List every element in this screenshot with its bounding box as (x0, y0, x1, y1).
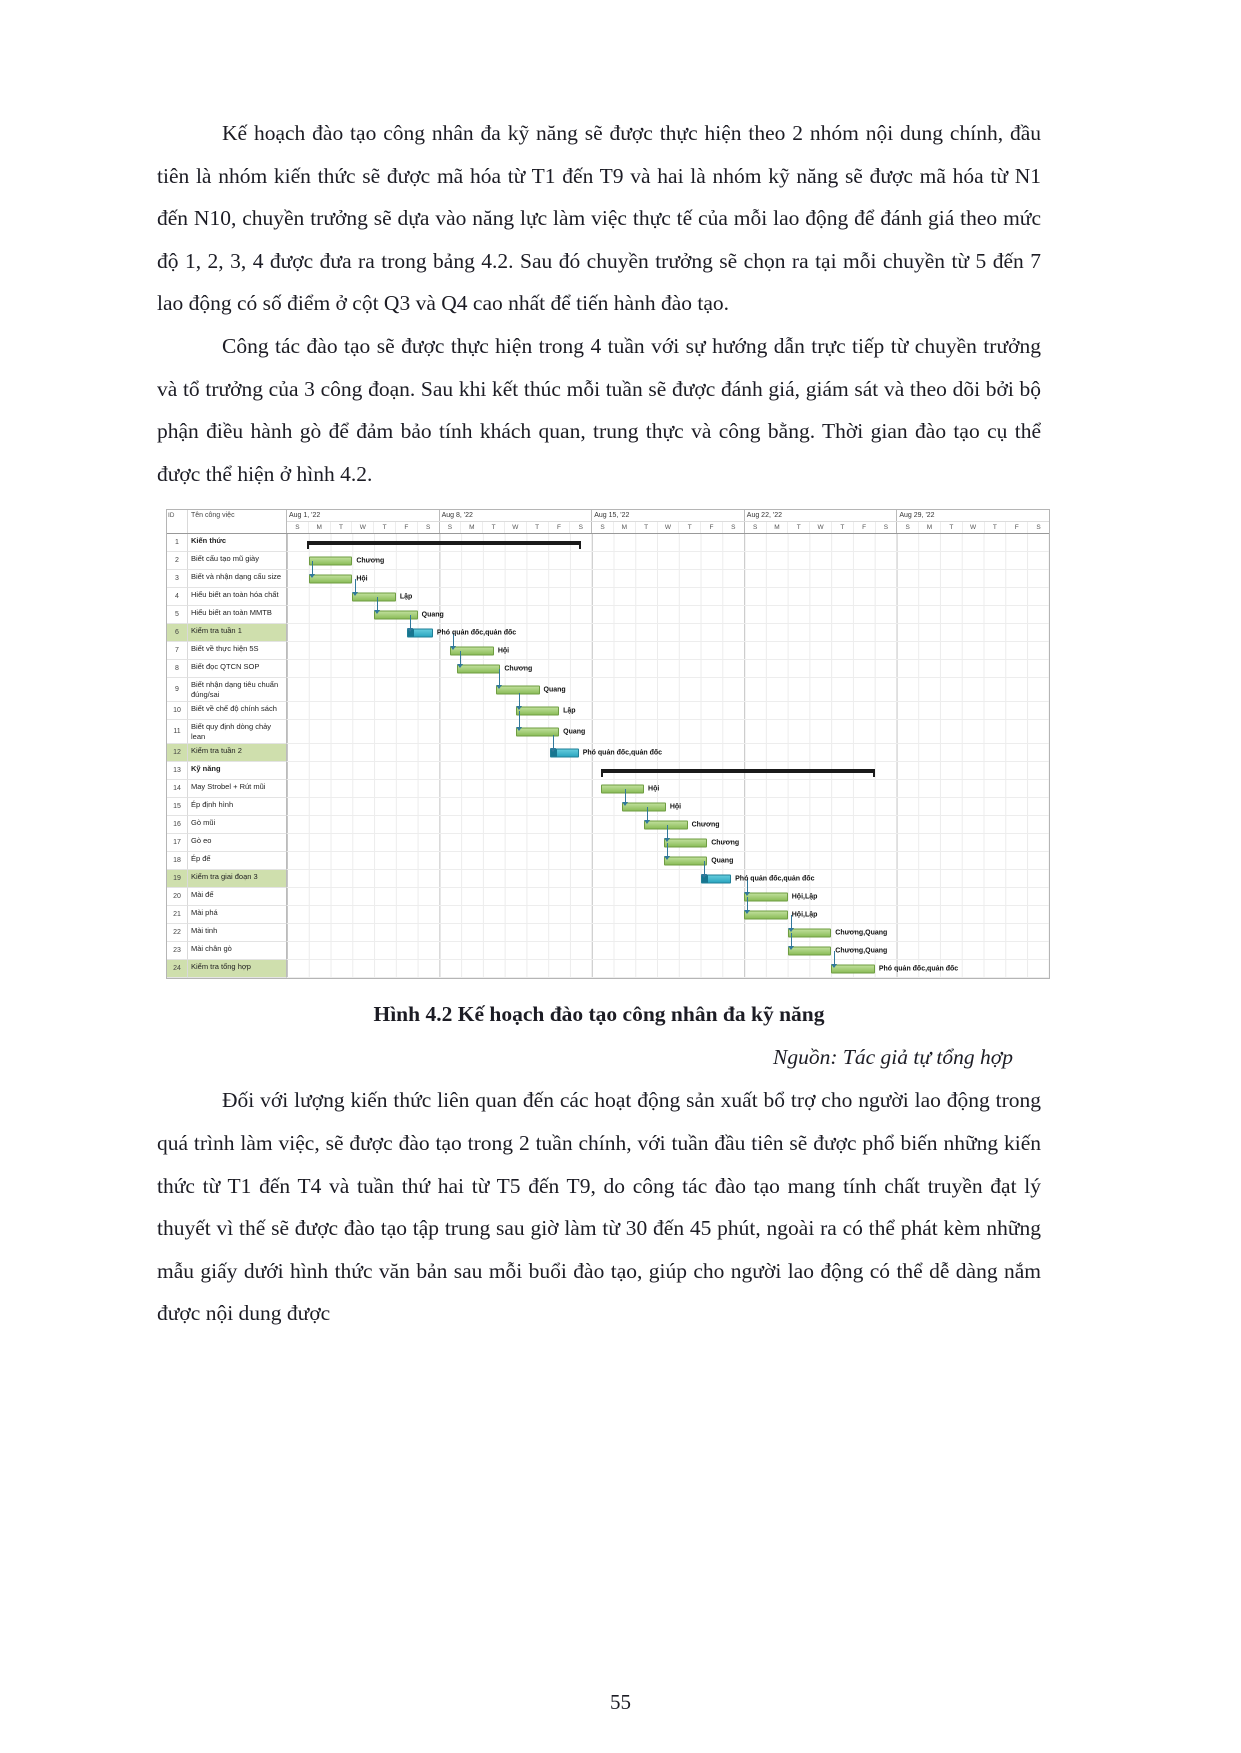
bar-resource-label: Hội (497, 647, 510, 655)
task-name-cell: Biết về chế độ chính sách (188, 702, 287, 720)
timeline-cell (287, 720, 1049, 744)
id-column-header: ID (167, 510, 188, 533)
task-id-cell: 16 (167, 816, 188, 834)
bar-resource-label: Chương (691, 821, 720, 829)
day-letter: S (1027, 522, 1049, 533)
timeline-cell (287, 624, 1049, 642)
day-letter: T (373, 522, 395, 533)
task-id-cell: 9 (167, 678, 188, 702)
week-label-row (287, 510, 1049, 521)
dependency-arrow (747, 897, 748, 910)
task-id-cell: 23 (167, 942, 188, 960)
task-name-cell: Gò eo (188, 834, 287, 852)
task-name-cell: Mài phá (188, 906, 287, 924)
gantt-row (167, 942, 1049, 960)
week-label: Aug 1, '22 (289, 512, 321, 520)
dependency-arrow (647, 807, 648, 820)
bar-resource-label: Hội (669, 803, 682, 811)
timeline-cell (287, 798, 1049, 816)
task-bar (744, 910, 788, 919)
task-id-cell: 8 (167, 660, 188, 678)
day-letter: T (831, 522, 853, 533)
gantt-table-header (167, 510, 287, 533)
task-id-cell: 2 (167, 552, 188, 570)
gantt-header (167, 510, 1049, 534)
task-name-cell: Gò mũi (188, 816, 287, 834)
task-name-cell: May Strobel + Rút mũi (188, 780, 287, 798)
timeline-cell (287, 888, 1049, 906)
day-letter: S (417, 522, 439, 533)
gantt-row (167, 744, 1049, 762)
task-name-cell: Mài đế (188, 888, 287, 906)
dependency-arrow (519, 693, 520, 706)
day-letter: F (853, 522, 875, 533)
day-letter: S (295, 524, 300, 532)
gantt-row (167, 570, 1049, 588)
day-letter: W (657, 522, 679, 533)
gantt-row (167, 642, 1049, 660)
task-name-cell: Hiểu biết an toàn MMTB (188, 606, 287, 624)
day-letter: M (918, 522, 940, 533)
task-id-cell: 12 (167, 744, 188, 762)
day-letter: S (569, 522, 591, 533)
task-name-cell: Hiểu biết an toàn hóa chất (188, 588, 287, 606)
timeline-cell (287, 870, 1049, 888)
paragraph-2: Công tác đào tạo sẽ được thực hiện trong 4 tuần với sự hướng dẫn trực tiếp từ chuyền trưởng và tổ trưởng của 3 công đoạn. Sau khi kết thúc mỗi tuần sẽ được đánh giá, giám sát và theo dõi bởi bộ phận điều hành gò để đảm bảo tính khách quan, trung thực và công bằng. Thời gian đào tạo cụ thể được thể hiện ở hình 4.2. (157, 333, 1041, 486)
dependency-arrow (460, 651, 461, 664)
day-letter: M (613, 522, 635, 533)
timeline-cell (287, 834, 1049, 852)
gantt-row (167, 906, 1049, 924)
gantt-row (167, 924, 1049, 942)
bar-resource-label: Chương,Quang (835, 947, 888, 955)
task-bar (744, 892, 788, 901)
task-id-cell: 5 (167, 606, 188, 624)
task-id-cell: 7 (167, 642, 188, 660)
bar-resource-label: Quang (421, 611, 444, 619)
timeline-cell (287, 702, 1049, 720)
gantt-row (167, 888, 1049, 906)
task-id-cell: 1 (167, 534, 188, 552)
figure-source: Nguồn: Tác giả tự tổng hợp (773, 1045, 1013, 1070)
task-id-cell: 3 (167, 570, 188, 588)
task-bar (450, 646, 494, 655)
day-letter: T (635, 522, 657, 533)
task-bar (664, 838, 708, 847)
dependency-arrow (667, 843, 668, 856)
gantt-row (167, 816, 1049, 834)
bar-resource-label: Lập (563, 707, 576, 715)
task-name-cell: Kiểm tra tuần 1 (188, 624, 287, 642)
task-id-cell: 24 (167, 960, 188, 978)
gantt-row (167, 678, 1049, 702)
bar-resource-label: Hội (356, 575, 368, 583)
paragraph-1: Kế hoạch đào tạo công nhân đa kỹ năng sẽ được thực hiện theo 2 nhóm nội dung chính, đầu tiên là nhóm kiến thức sẽ được mã hóa từ T1 đến T9 và hai là nhóm kỹ năng sẽ được mã hóa từ N1 đến N10, chuyền trưởng sẽ dựa vào năng lực làm việc thực tế của mỗi lao động để đánh giá theo mức độ 1, 2, 3, 4 được đưa ra trong bảng 4.2. Sau đó chuyền trưởng sẽ chọn ra tại mỗi chuyền từ 5 đến 7 lao động có số điểm ở cột Q3 và Q4 cao nhất để tiến hành đào tạo. (157, 121, 1041, 316)
task-id-cell: 4 (167, 588, 188, 606)
task-id-cell: 21 (167, 906, 188, 924)
gantt-row (167, 624, 1049, 642)
day-letter: S (439, 522, 461, 533)
day-letter: T (482, 522, 504, 533)
task-id-cell: 11 (167, 720, 188, 744)
day-letter: F (1005, 522, 1027, 533)
day-letter: T (330, 522, 352, 533)
task-name-cell: Kiểm tra tổng hợp (188, 960, 287, 978)
week-label: Aug 8, '22 (439, 510, 592, 521)
gantt-row (167, 798, 1049, 816)
gantt-row (167, 702, 1049, 720)
day-letter: T (940, 522, 962, 533)
timeline-cell (287, 744, 1049, 762)
paragraph-3: Đối với lượng kiến thức liên quan đến các hoạt động sản xuất bổ trợ cho người lao động trong quá trình làm việc, sẽ được đào tạo trong 2 tuần chính, với tuần đầu tiên sẽ được phổ biến những kiến thức từ T1 đến T4 và tuần thứ hai từ T5 đến T9, do công tác đào tạo mang tính chất truyền đạt lý thuyết vì thế sẽ được đào tạo tập trung sau giờ làm từ 30 đến 45 phút, ngoài ra có thể phát kèm những mẫu giấy dưới hình thức văn bản sau mỗi buổi đào tạo, giúp cho người lao động có thể dễ dàng nắm được nội dung được (157, 1088, 1041, 1326)
bar-resource-label: Phó quản đốc,quản đốc (735, 875, 815, 883)
timeline-cell (287, 588, 1049, 606)
dependency-arrow (377, 597, 378, 610)
bar-resource-label: Lập (399, 593, 413, 601)
day-letter: S (591, 522, 613, 533)
task-name-cell: Kiến thức (188, 534, 287, 552)
task-id-cell: 6 (167, 624, 188, 642)
day-letter: F (548, 522, 570, 533)
gantt-chart (166, 509, 1050, 979)
task-name-cell: Mài tinh (188, 924, 287, 942)
task-name-cell: Biết quy định dòng chảy lean (188, 720, 287, 744)
bar-resource-label: Chương (504, 665, 533, 673)
timeline-cell (287, 780, 1049, 798)
timeline-cell (287, 552, 1049, 570)
task-bar (309, 556, 353, 565)
task-bar (457, 664, 501, 673)
gantt-row (167, 534, 1049, 552)
bar-resource-label: Hội,Lập (791, 893, 818, 901)
day-letter: T (984, 522, 1006, 533)
task-bar (831, 964, 875, 973)
task-name-cell: Ép đế (188, 852, 287, 870)
day-letter: T (678, 522, 700, 533)
task-column-header: Tên công việc (191, 512, 235, 520)
day-letter: S (875, 522, 897, 533)
day-letter: M (308, 522, 330, 533)
task-bar (788, 928, 832, 937)
task-name-cell: Biết và nhận dạng cấu size (188, 570, 287, 588)
gantt-row (167, 660, 1049, 678)
bar-resource-label: Phó quản đốc,quản đốc (878, 965, 959, 973)
gantt-row (167, 552, 1049, 570)
task-id-cell: 15 (167, 798, 188, 816)
timeline-cell (287, 816, 1049, 834)
gantt-rows (167, 534, 1049, 978)
summary-bar (601, 769, 875, 773)
gantt-row (167, 960, 1049, 978)
task-bar (664, 856, 708, 865)
day-letter: S (896, 522, 918, 533)
bar-resource-label: Quang (543, 686, 566, 694)
task-id-cell: 10 (167, 702, 188, 720)
task-name-cell: Biết cấu tạo mũ giày (188, 552, 287, 570)
dependency-arrow (704, 861, 705, 874)
dependency-arrow (312, 561, 313, 574)
figure-caption: Hình 4.2 Kế hoạch đào tạo công nhân đa kỹ năng (373, 1002, 825, 1027)
bar-resource-label: Hội,Lập (791, 911, 818, 919)
gantt-row (167, 588, 1049, 606)
dependency-arrow (667, 825, 668, 838)
dependency-arrow (519, 711, 520, 727)
timeline-header (287, 510, 1049, 533)
day-letter-row (287, 521, 1049, 533)
gantt-row (167, 852, 1049, 870)
dependency-arrow (553, 735, 554, 748)
day-letter: M (460, 522, 482, 533)
task-id-cell: 20 (167, 888, 188, 906)
bar-resource-label: Hội (648, 785, 660, 793)
timeline-cell (287, 942, 1049, 960)
day-letter: S (744, 522, 766, 533)
week-label: Aug 22, '22 (744, 510, 897, 521)
task-id-cell: 22 (167, 924, 188, 942)
dependency-arrow (499, 669, 500, 685)
summary-bar (307, 541, 581, 545)
timeline-cell (287, 762, 1049, 780)
timeline-cell (287, 570, 1049, 588)
dependency-arrow (791, 933, 792, 946)
gantt-row (167, 780, 1049, 798)
page-number: 55 (610, 1690, 631, 1714)
day-letter: M (766, 522, 788, 533)
bar-resource-label: Phó quản đốc,quản đốc (582, 749, 663, 757)
week-label: Aug 15, '22 (591, 510, 744, 521)
gantt-row (167, 606, 1049, 624)
day-letter: W (504, 522, 526, 533)
day-letter: W (351, 522, 373, 533)
task-name-cell: Ép định hình (188, 798, 287, 816)
task-bar (622, 802, 666, 811)
gantt-row (167, 720, 1049, 744)
task-id-cell: 17 (167, 834, 188, 852)
bar-resource-label: Quang (711, 857, 734, 865)
timeline-cell (287, 852, 1049, 870)
timeline-cell (287, 924, 1049, 942)
timeline-cell (287, 906, 1049, 924)
page-content (157, 112, 1041, 1335)
bar-resource-label: Chương (356, 557, 385, 565)
bar-resource-label: Phó quản đốc,quản đốc (436, 629, 517, 637)
task-id-cell: 13 (167, 762, 188, 780)
task-name-cell: Biết nhận dạng tiêu chuẩn đúng/sai (188, 678, 287, 702)
timeline-cell (287, 678, 1049, 702)
timeline-cell (287, 660, 1049, 678)
task-name-cell: Kiểm tra tuần 2 (188, 744, 287, 762)
timeline-cell (287, 606, 1049, 624)
day-letter: S (722, 522, 744, 533)
timeline-cell (287, 960, 1049, 978)
task-name-cell: Kiểm tra giai đoạn 3 (188, 870, 287, 888)
task-id-cell: 14 (167, 780, 188, 798)
task-id-cell: 18 (167, 852, 188, 870)
day-letter: W (962, 522, 984, 533)
task-name-cell: Kỹ năng (188, 762, 287, 780)
task-bar (788, 946, 832, 955)
task-name-cell: Biết về thực hiện 5S (188, 642, 287, 660)
dependency-arrow (410, 615, 411, 628)
timeline-cell (287, 534, 1049, 552)
task-bar (516, 706, 560, 715)
bar-resource-label: Chương,Quang (835, 929, 888, 937)
day-letter: T (526, 522, 548, 533)
task-name-cell: Biết đọc QTCN SOP (188, 660, 287, 678)
task-name-cell: Mài chân gò (188, 942, 287, 960)
bar-resource-label: Chương (711, 839, 740, 847)
gantt-row (167, 834, 1049, 852)
gantt-row (167, 870, 1049, 888)
day-letter: T (787, 522, 809, 533)
task-id-cell: 19 (167, 870, 188, 888)
task-bar (309, 574, 353, 583)
task-bar (601, 784, 645, 793)
timeline-cell (287, 642, 1049, 660)
day-letter: W (809, 522, 831, 533)
dependency-arrow (625, 789, 626, 802)
gantt-row (167, 762, 1049, 780)
week-label: Aug 29, '22 (896, 510, 1049, 521)
day-letter: F (395, 522, 417, 533)
task-bar (374, 610, 418, 619)
bar-resource-label: Quang (563, 728, 586, 736)
task-bar (352, 592, 396, 601)
day-letter: F (700, 522, 722, 533)
